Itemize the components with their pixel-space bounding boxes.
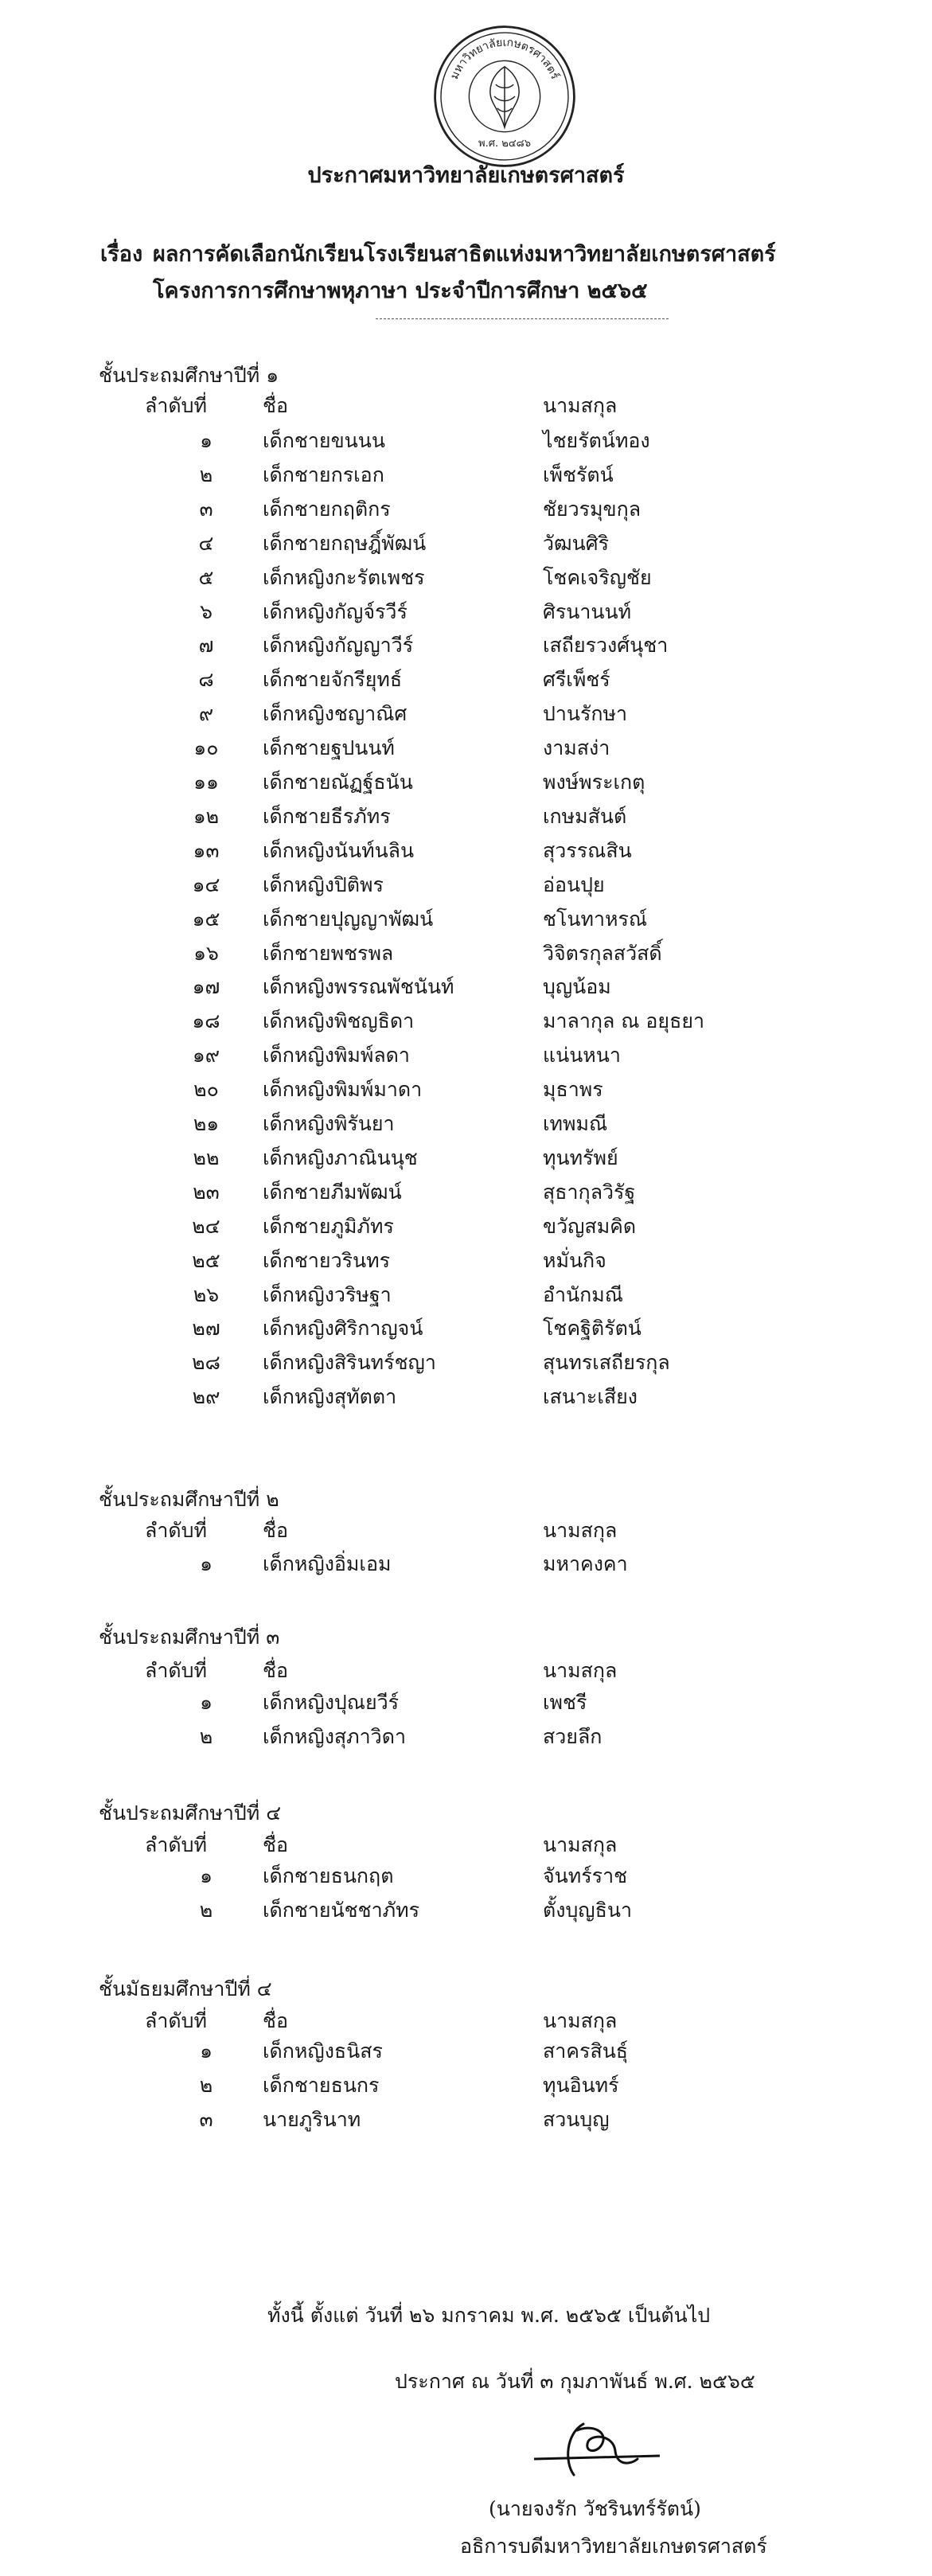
student-last-name: ทุนอินทร์ xyxy=(543,2074,619,2097)
university-seal-icon xyxy=(431,22,579,170)
column-header-last-name: นามสกุล xyxy=(543,1833,618,1856)
student-last-name: ไชยรัตน์ทอง xyxy=(543,429,650,452)
student-order: ๖ xyxy=(200,599,213,623)
grade-title: ชั้นมัธยมศึกษาปีที่ ๔ xyxy=(99,1977,272,2000)
student-first-name: เด็กชายจักรียุทธ์ xyxy=(263,668,403,692)
student-row xyxy=(0,1895,932,1930)
student-row xyxy=(0,2035,932,2071)
grade-title: ชั้นประถมศึกษาปีที่ ๑ xyxy=(99,364,279,387)
student-order: ๗ xyxy=(198,634,214,658)
student-order: ๘ xyxy=(198,668,214,692)
student-last-name: วัฒนศิริ xyxy=(543,531,610,555)
student-row xyxy=(0,1687,932,1722)
column-header-first-name: ชื่อ xyxy=(263,2009,288,2032)
column-header-row xyxy=(0,1515,932,1550)
student-first-name: เด็กหญิงพิรันยา xyxy=(263,1112,395,1135)
student-row xyxy=(0,1177,932,1212)
student-first-name: เด็กชายภีมพัฒน์ xyxy=(263,1180,402,1204)
student-last-name: สวนบุญ xyxy=(543,2108,610,2131)
student-row xyxy=(0,1860,932,1895)
student-first-name: เด็กหญิงสิรินทร์ชญา xyxy=(263,1351,436,1375)
student-last-name: แน่นหนา xyxy=(543,1044,621,1067)
student-first-name: เด็กหญิงพิชญธิดา xyxy=(263,1009,415,1033)
student-row xyxy=(0,1548,932,1583)
student-order: ๙ xyxy=(198,702,214,726)
student-first-name: เด็กหญิงนันท์นลิน xyxy=(263,838,415,862)
student-row xyxy=(0,1040,932,1075)
student-row xyxy=(0,1142,932,1177)
student-row xyxy=(0,801,932,836)
column-header-first-name: ชื่อ xyxy=(263,394,288,417)
student-order: ๑๕ xyxy=(192,907,220,931)
student-last-name: ชัยวรมุขกุล xyxy=(543,497,641,521)
student-last-name: สุวรรณสิน xyxy=(543,838,632,862)
student-last-name: ทุนทรัพย์ xyxy=(543,1146,618,1169)
student-order: ๒ xyxy=(199,1725,213,1748)
student-row xyxy=(0,459,932,494)
student-last-name: โชคเจริญชัย xyxy=(543,565,652,589)
student-row xyxy=(0,1005,932,1040)
student-first-name: เด็กหญิงชญาณิศ xyxy=(263,702,408,726)
student-first-name: เด็กชายธนกฤต xyxy=(263,1864,394,1887)
student-row xyxy=(0,938,932,973)
column-header-last-name: นามสกุล xyxy=(543,1659,618,1682)
student-last-name: ปานรักษา xyxy=(543,702,628,726)
student-order: ๑๙ xyxy=(192,1044,220,1067)
student-row xyxy=(0,1211,932,1246)
column-header-first-name: ชื่อ xyxy=(263,1659,288,1682)
student-order: ๑๗ xyxy=(192,975,220,999)
student-row xyxy=(0,971,932,1006)
student-row xyxy=(0,1108,932,1143)
student-order: ๓ xyxy=(199,497,213,521)
student-order: ๔ xyxy=(198,531,214,555)
student-order: ๒๔ xyxy=(192,1214,220,1238)
student-order: ๒๐ xyxy=(193,1078,219,1102)
student-first-name: เด็กหญิงพรรณพัชนันท์ xyxy=(263,975,454,999)
student-row xyxy=(0,835,932,870)
column-header-no: ลำดับที่ xyxy=(145,1519,207,1542)
student-row xyxy=(0,1279,932,1314)
student-order: ๑๓ xyxy=(193,838,220,862)
student-row xyxy=(0,1074,932,1109)
announcement-date: ประกาศ ณ วันที่ ๓ กุมภาพันธ์ พ.ศ. ๒๕๖๕ xyxy=(395,2370,755,2393)
student-order: ๒๗ xyxy=(192,1317,220,1341)
student-first-name: เด็กชายปุญญาพัฒน์ xyxy=(263,907,434,931)
student-first-name: เด็กชายภูมิภัทร xyxy=(263,1214,394,1238)
student-order: ๒๒ xyxy=(193,1146,220,1169)
student-last-name: ขวัญสมคิด xyxy=(543,1214,637,1238)
student-last-name: เสนาะเสียง xyxy=(543,1385,638,1409)
student-last-name: เกษมสันต์ xyxy=(543,804,627,828)
student-first-name: เด็กชายฐปนนท์ xyxy=(263,736,395,760)
student-order: ๑๑ xyxy=(193,771,219,794)
column-header-row xyxy=(0,1829,932,1864)
student-first-name: เด็กชายกรเอก xyxy=(263,463,384,486)
student-row xyxy=(0,664,932,699)
student-order: ๕ xyxy=(198,565,214,589)
student-last-name: จันทร์ราช xyxy=(543,1864,628,1887)
student-last-name: มาลากุล ณ อยุธยา xyxy=(543,1009,705,1033)
subject-line-2: โครงการการศึกษาพหุภาษา ประจำปีการศึกษา ๒๕๖๕ xyxy=(153,279,648,303)
column-header-no: ลำดับที่ xyxy=(145,1659,207,1682)
student-last-name: ศิรนานนท์ xyxy=(543,599,632,623)
column-header-last-name: นามสกุล xyxy=(543,394,618,417)
student-order: ๒๘ xyxy=(192,1351,220,1375)
student-first-name: เด็กชายวรินทร xyxy=(263,1248,391,1272)
subject-block xyxy=(100,236,776,303)
student-last-name: เพชรี xyxy=(543,1691,587,1714)
column-header-first-name: ชื่อ xyxy=(263,1833,288,1856)
student-order: ๑ xyxy=(200,429,213,452)
student-row xyxy=(0,2070,932,2105)
student-first-name: เด็กหญิงอิ่มเอม xyxy=(263,1552,392,1575)
student-first-name: เด็กหญิงธนิสร xyxy=(263,2039,383,2063)
student-row xyxy=(0,904,932,939)
student-last-name: มหาคงคา xyxy=(543,1552,628,1575)
student-order: ๓ xyxy=(199,2108,213,2131)
student-first-name: เด็กหญิงพิมพ์มาดา xyxy=(263,1078,423,1102)
student-last-name: เพ็ชรัตน์ xyxy=(543,463,614,486)
student-row xyxy=(0,1381,932,1416)
student-first-name: เด็กหญิงวริษฐา xyxy=(263,1282,392,1306)
student-order: ๒ xyxy=(199,1899,213,1922)
student-row xyxy=(0,732,932,767)
student-order: ๒๙ xyxy=(192,1385,220,1409)
student-first-name: เด็กหญิงสุภาวิดา xyxy=(263,1725,406,1748)
student-row xyxy=(0,1721,932,1756)
student-first-name: เด็กหญิงศิริกาญจน์ xyxy=(263,1317,423,1341)
student-row xyxy=(0,869,932,904)
grade-title: ชั้นประถมศึกษาปีที่ ๔ xyxy=(99,1801,282,1825)
student-row xyxy=(0,767,932,802)
column-header-row xyxy=(0,390,932,425)
student-first-name: เด็กชายธนกร xyxy=(263,2074,380,2097)
signature-icon xyxy=(510,2406,669,2483)
student-first-name: เด็กชายณัฏฐ์ธนัน xyxy=(263,771,413,794)
subject-label: เรื่อง xyxy=(100,242,143,267)
column-header-last-name: นามสกุล xyxy=(543,1519,618,1542)
student-first-name: เด็กหญิงภาณินนุช xyxy=(263,1146,418,1169)
student-last-name: หมั่นกิจ xyxy=(543,1248,606,1272)
student-order: ๒๑ xyxy=(193,1112,220,1135)
student-row xyxy=(0,1347,932,1382)
column-header-row xyxy=(0,1655,932,1690)
student-last-name: มุธาพร xyxy=(543,1078,603,1102)
student-order: ๒๕ xyxy=(192,1248,220,1272)
student-row xyxy=(0,494,932,529)
student-first-name: เด็กหญิงกัญญาวีร์ xyxy=(263,634,414,658)
student-row xyxy=(0,698,932,733)
student-order: ๒ xyxy=(199,2074,213,2097)
student-order: ๑ xyxy=(200,1552,213,1575)
student-row xyxy=(0,2104,932,2139)
student-first-name: เด็กหญิงพิมพ์ลดา xyxy=(263,1044,410,1067)
student-last-name: วิจิตรกุลสวัสดิ์ xyxy=(543,941,662,965)
student-order: ๑ xyxy=(200,1691,213,1714)
seal-text: มหาวิทยาลัยเกษตรศาสตร์ xyxy=(447,36,562,82)
student-first-name: เด็กหญิงกะรัตเพชร xyxy=(263,565,425,589)
student-last-name: สาครสินธุ์ xyxy=(543,2039,629,2063)
student-last-name: โชคฐิติรัตน์ xyxy=(543,1317,641,1341)
student-row xyxy=(0,528,932,563)
student-last-name: อำนักมณี xyxy=(543,1282,623,1306)
column-header-first-name: ชื่อ xyxy=(263,1519,288,1542)
announcement-title: ประกาศมหาวิทยาลัยเกษตรศาสตร์ xyxy=(307,163,625,188)
student-last-name: เทพมณี xyxy=(543,1112,608,1135)
student-order: ๒ xyxy=(199,463,213,486)
student-row xyxy=(0,1245,932,1280)
student-row xyxy=(0,1313,932,1348)
student-first-name: นายภูรินาท xyxy=(263,2108,361,2131)
student-order: ๒๓ xyxy=(193,1180,220,1204)
effective-date: ทั้งนี้ ตั้งแต่ วันที่ ๒๖ มกราคม พ.ศ. ๒๕๖๕ เป็นต้นไป xyxy=(267,2304,711,2327)
column-header-no: ลำดับที่ xyxy=(145,1833,207,1856)
seal-year: พ.ศ. ๒๔๘๖ xyxy=(478,138,531,150)
subject-line-1: ผลการคัดเลือกนักเรียนโรงเรียนสาธิตแห่งมหาวิทยาลัยเกษตรศาสตร์ xyxy=(153,242,776,267)
student-order: ๑ xyxy=(200,2039,213,2063)
student-last-name: สุธากุลวิรัฐ xyxy=(543,1180,636,1204)
student-order: ๒๖ xyxy=(193,1282,220,1306)
title-divider xyxy=(376,318,669,319)
student-first-name: เด็กชายกฤษฎิ์พัฒน์ xyxy=(263,531,427,555)
student-first-name: เด็กหญิงปุณยวีร์ xyxy=(263,1691,400,1714)
grade-title: ชั้นประถมศึกษาปีที่ ๒ xyxy=(99,1488,279,1511)
student-last-name: งามสง่า xyxy=(543,736,610,760)
student-last-name: พงษ์พระเกตุ xyxy=(543,771,645,794)
student-first-name: เด็กหญิงสุทัตตา xyxy=(263,1385,397,1409)
student-first-name: เด็กชายขนนน xyxy=(263,429,385,452)
student-order: ๑๔ xyxy=(192,872,220,896)
student-last-name: ตั้งบุญธินา xyxy=(543,1899,632,1922)
student-row xyxy=(0,425,932,460)
column-header-no: ลำดับที่ xyxy=(145,394,207,417)
student-order: ๑ xyxy=(200,1864,213,1887)
signer-title: อธิการบดีมหาวิทยาลัยเกษตรศาสตร์ xyxy=(460,2535,767,2558)
student-last-name: สวยลึก xyxy=(543,1725,602,1748)
grade-title: ชั้นประถมศึกษาปีที่ ๓ xyxy=(99,1626,280,1649)
student-last-name: เสถียรวงศ์นุชา xyxy=(543,634,669,658)
student-row xyxy=(0,596,932,631)
student-first-name: เด็กชายนัชชาภัทร xyxy=(263,1899,420,1922)
student-order: ๑๐ xyxy=(193,736,219,760)
column-header-last-name: นามสกุล xyxy=(543,2009,618,2032)
student-last-name: ศรีเพ็ชร์ xyxy=(543,668,610,692)
student-first-name: เด็กชายธีรภัทร xyxy=(263,804,391,828)
student-order: ๑๘ xyxy=(192,1009,220,1033)
signer-name: (นายจงรัก วัชรินทร์รัตน์) xyxy=(489,2497,701,2520)
student-last-name: บุญน้อม xyxy=(543,975,611,999)
student-first-name: เด็กชายพชรพล xyxy=(263,941,394,965)
student-order: ๑๒ xyxy=(193,804,220,828)
student-last-name: ชโนทาหรณ์ xyxy=(543,907,648,931)
student-row xyxy=(0,562,932,597)
student-last-name: สุนทรเสถียรกุล xyxy=(543,1351,670,1375)
column-header-no: ลำดับที่ xyxy=(145,2009,207,2032)
student-last-name: อ่อนปุย xyxy=(543,872,605,896)
student-row xyxy=(0,630,932,665)
student-first-name: เด็กชายกฤติกร xyxy=(263,497,391,521)
student-first-name: เด็กหญิงปิติพร xyxy=(263,872,384,896)
student-order: ๑๖ xyxy=(193,941,219,965)
student-first-name: เด็กหญิงกัญจ์รวีร์ xyxy=(263,599,408,623)
